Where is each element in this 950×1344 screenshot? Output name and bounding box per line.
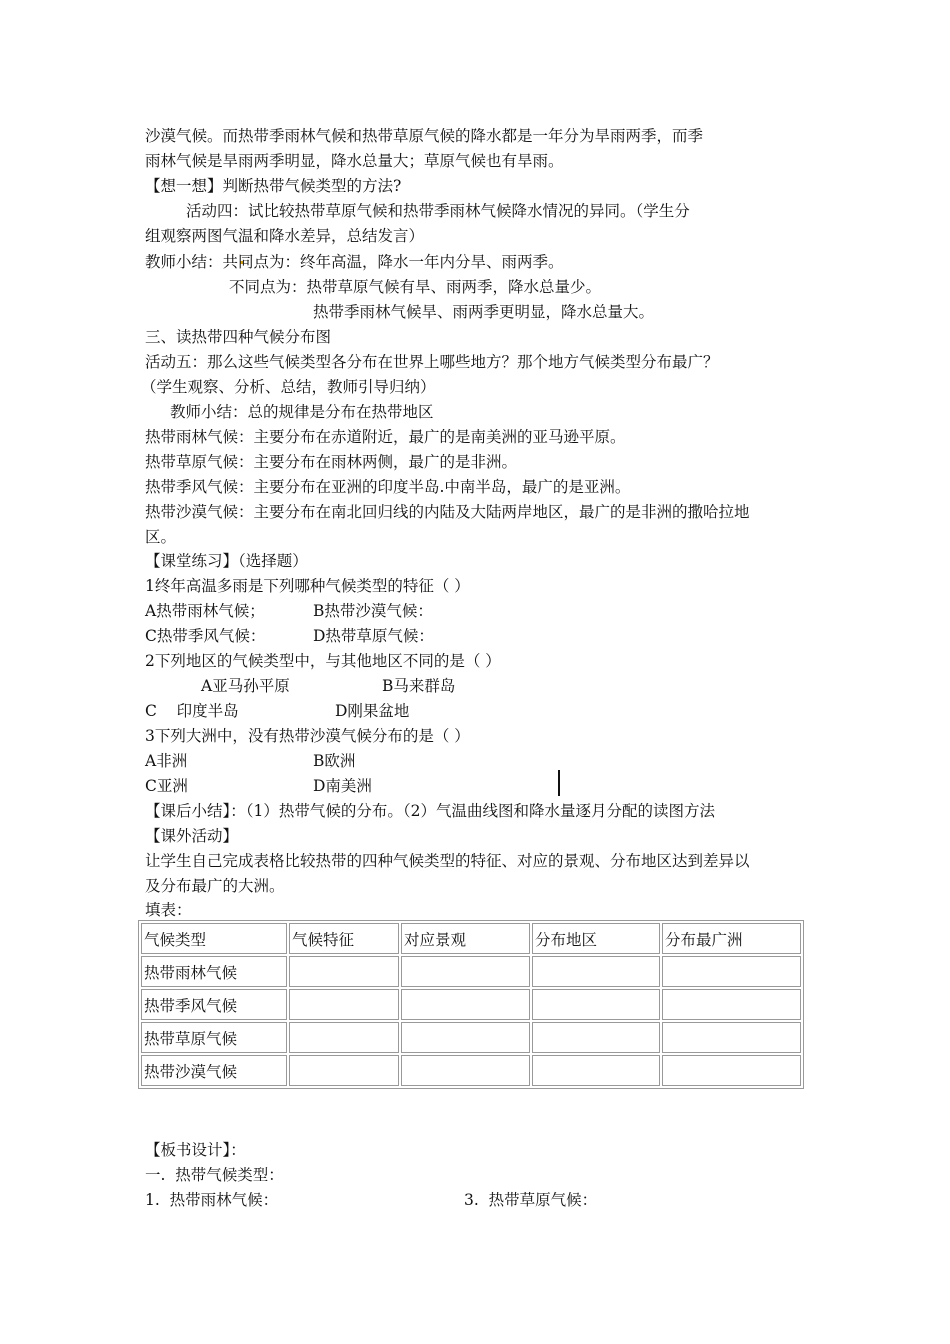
- question-1: 1终年高温多雨是下列哪种气候类型的特征（ ）: [145, 577, 470, 595]
- text-line: 1. 热带雨林气候：: [145, 1191, 279, 1209]
- text-line: 沙漠气候。而热带季雨林气候和热带草原气候的降水都是一年分为旱雨两季，而季: [145, 127, 704, 145]
- text-line: 热带沙漠气候：主要分布在南北回归线的内陆及大陆两岸地区，最广的是非洲的撒哈拉地: [145, 503, 750, 521]
- text-line: 及分布最广的大洲。: [145, 877, 285, 895]
- text-line: 不同点为：热带草原气候有旱、雨两季，降水总量少。: [229, 278, 602, 296]
- option: A热带雨林气候；: [145, 602, 265, 620]
- teacher-summary: 教师小结：总的规律是分布在热带地区: [170, 403, 434, 421]
- teacher-summary: 教师小结：共同点为：终年高温，降水一年内分旱、雨两季。: [145, 253, 564, 271]
- board-design-heading: 【板书设计】：: [145, 1141, 246, 1159]
- text-line: 让学生自己完成表格比较热带的四种气候类型的特征、对应的景观、分布地区达到差异以: [145, 852, 750, 870]
- table-cell[interactable]: [401, 956, 530, 987]
- option: C亚洲: [145, 777, 188, 795]
- think-heading: 【想一想】判断热带气候类型的方法?: [145, 177, 402, 195]
- option: C 印度半岛: [145, 702, 239, 720]
- climate-table: [138, 920, 804, 1089]
- option: A亚马孙平原: [201, 677, 290, 695]
- option: D刚果盆地: [335, 702, 410, 720]
- table-cell[interactable]: [401, 1022, 530, 1053]
- table-header-cell: 分布地区: [532, 923, 660, 954]
- question-2: 2下列地区的气候类型中，与其他地区不同的是（ ）: [145, 652, 501, 670]
- table-row-label: 热带沙漠气候: [141, 1055, 287, 1086]
- table-cell[interactable]: [662, 989, 801, 1020]
- table-cell[interactable]: [662, 1055, 801, 1086]
- exercise-heading: 【课堂练习】（选择题）: [145, 552, 308, 570]
- table-cell[interactable]: [662, 1022, 801, 1053]
- table-header-cell: 对应景观: [401, 923, 530, 954]
- table-cell[interactable]: [289, 956, 399, 987]
- text-line: （学生观察、分析、总结，教师引导归纳）: [141, 378, 436, 396]
- table-cell[interactable]: [401, 989, 530, 1020]
- after-class-summary: 【课后小结】：（1）热带气候的分布。（2）气温曲线图和降水量逐月分配的读图方法: [145, 802, 715, 820]
- activity-five: 活动五：那么这些气候类型各分布在世界上哪些地方？那个地方气候类型分布最广？: [145, 353, 719, 371]
- table-cell[interactable]: [289, 1055, 399, 1086]
- table-cell[interactable]: [532, 956, 660, 987]
- text-line: 热带季雨林气候旱、雨两季更明显，降水总量大。: [313, 303, 655, 321]
- table-row: [141, 956, 801, 987]
- table-cell[interactable]: [289, 1022, 399, 1053]
- table-header-cell: 分布最广洲: [662, 923, 801, 954]
- table-cell[interactable]: [662, 956, 801, 987]
- text-line: 3. 热带草原气候：: [464, 1191, 598, 1209]
- extracurricular-heading: 【课外活动】: [145, 827, 239, 845]
- text-line: 区。: [145, 528, 177, 546]
- table-row: [141, 1055, 801, 1086]
- table-header-cell: 气候特征: [289, 923, 399, 954]
- option: D南美洲: [313, 777, 372, 795]
- option: B欧洲: [313, 752, 356, 770]
- table-row: [141, 1022, 801, 1053]
- table-header-cell: 气候类型: [141, 923, 287, 954]
- option: B热带沙漠气候：: [313, 602, 433, 620]
- table-row: [141, 989, 801, 1020]
- text-line: 一. 热带气候类型：: [145, 1166, 284, 1184]
- table-row-label: 热带雨林气候: [141, 956, 287, 987]
- table-row-label: 热带季风气候: [141, 989, 287, 1020]
- text-line: 热带草原气候：主要分布在雨林两侧，最广的是非洲。: [145, 453, 518, 471]
- table-cell[interactable]: [401, 1055, 530, 1086]
- table-cell[interactable]: [532, 1022, 660, 1053]
- table-header-row: [141, 923, 801, 954]
- table-cell[interactable]: [532, 989, 660, 1020]
- option: B马来群岛: [382, 677, 456, 695]
- text-line: 热带雨林气候：主要分布在赤道附近，最广的是南美洲的亚马逊平原。: [145, 428, 626, 446]
- text-line: 雨林气候是旱雨两季明显，降水总量大；草原气候也有旱雨。: [145, 152, 564, 170]
- text-cursor: [558, 770, 560, 796]
- text-line: 热带季风气候：主要分布在亚洲的印度半岛.中南半岛，最广的是亚洲。: [145, 478, 631, 496]
- table-cell[interactable]: [289, 989, 399, 1020]
- question-3: 3下列大洲中，没有热带沙漠气候分布的是（ ）: [145, 727, 470, 745]
- option: A非洲: [145, 752, 188, 770]
- table-cell[interactable]: [532, 1055, 660, 1086]
- section-heading: 三、读热带四种气候分布图: [145, 328, 332, 346]
- activity-four: 活动四：试比较热带草原气候和热带季雨林气候降水情况的异同。（学生分: [186, 202, 690, 220]
- text-line: 组观察两图气温和降水差异，总结发言）: [145, 227, 425, 245]
- table-row-label: 热带草原气候: [141, 1022, 287, 1053]
- fill-table-label: 填表：: [145, 901, 192, 919]
- option: D热带草原气候：: [313, 627, 434, 645]
- option: C热带季风气候：: [145, 627, 266, 645]
